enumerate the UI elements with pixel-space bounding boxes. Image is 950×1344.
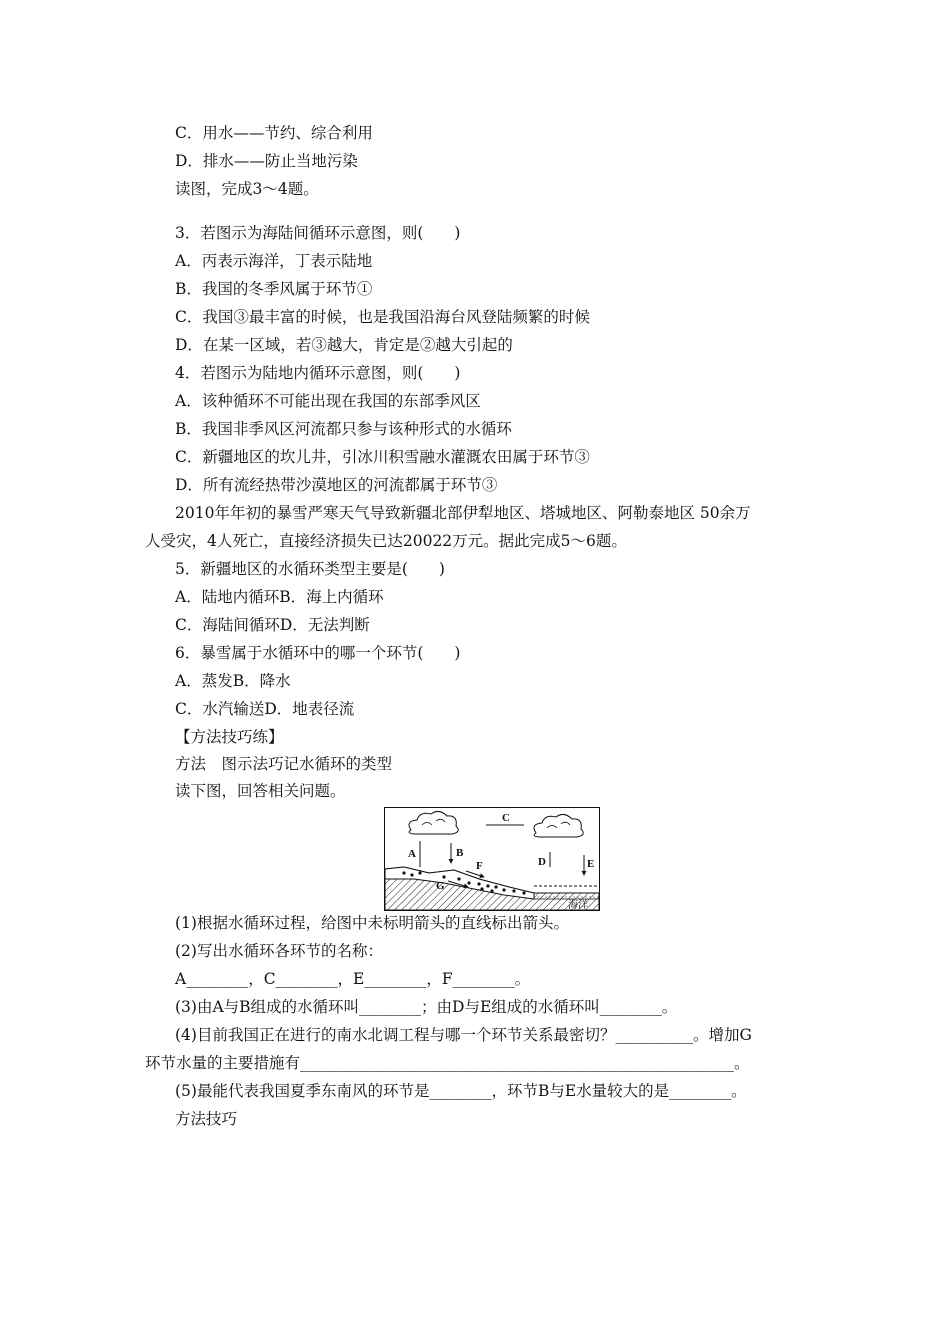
- figure-question-1: (1)根据水循环过程，给图中未标明箭头的直线标出箭头。: [175, 914, 569, 932]
- method-title: 方法 图示法巧记水循环的类型: [175, 755, 393, 773]
- water-cycle-figure: [384, 807, 600, 911]
- sea-area: [534, 893, 599, 899]
- figure-question-4-cont: 环节水量的主要措施有________________________________________________________。: [145, 1054, 750, 1072]
- passage-line-2: 人受灾，4人死亡，直接经济损失已达20022万元。据此完成5～6题。: [145, 532, 627, 550]
- q3-option-c: C．我国③最丰富的时候，也是我国沿海台风登陆频繁的时候: [175, 308, 590, 326]
- question-5: 5．新疆地区的水循环类型主要是( ): [175, 560, 445, 578]
- label-d: D: [538, 856, 546, 868]
- q6-options-ab: A．蒸发B．降水: [175, 672, 291, 690]
- figure-question-3: (3)由A与B组成的水循环叫________；由D与E组成的水循环叫________。: [175, 998, 678, 1016]
- figure-question-5: (5)最能代表我国夏季东南风的环节是________，环节B与E水量较大的是________。: [175, 1082, 747, 1100]
- label-f: F: [476, 860, 483, 872]
- q4-option-d: D．所有流经热带沙漠地区的河流都属于环节③: [175, 476, 498, 494]
- label-g: G: [436, 880, 445, 892]
- figure-question-2-blanks: A________，C________，E________，F________。: [175, 970, 531, 988]
- q3-option-a: A．丙表示海洋，丁表示陆地: [175, 252, 373, 270]
- option-c-water-use: C．用水——节约、综合利用: [175, 124, 373, 142]
- label-a: A: [408, 848, 416, 860]
- question-4: 4．若图示为陆地内循环示意图，则( ): [175, 364, 461, 382]
- figure-question-2: (2)写出水循环各环节的名称：: [175, 942, 383, 960]
- q5-options-ab: A．陆地内循环B．海上内循环: [175, 588, 384, 606]
- section-heading: 【方法技巧练】: [175, 728, 284, 746]
- passage-line-1: 2010年年初的暴雪严寒天气导致新疆北部伊犁地区、塔城地区、阿勒泰地区 50余万: [175, 504, 751, 522]
- question-6: 6．暴雪属于水循环中的哪一个环节( ): [175, 644, 461, 662]
- label-c: C: [502, 812, 510, 824]
- q4-option-c: C．新疆地区的坎儿井，引冰川积雪融水灌溉农田属于环节③: [175, 448, 590, 466]
- figure-instruction: 读下图，回答相关问题。: [175, 782, 346, 800]
- label-sea: 海洋: [568, 900, 588, 911]
- q4-option-b: B．我国非季风区河流都只参与该种形式的水循环: [175, 420, 512, 438]
- water-cycle-diagram: [384, 807, 600, 911]
- method-tips: 方法技巧: [175, 1110, 238, 1128]
- question-3: 3．若图示为海陆间循环示意图，则( ): [175, 224, 461, 242]
- q3-option-d: D．在某一区域，若③越大，肯定是②越大引起的: [175, 336, 513, 354]
- figure-question-4: (4)目前我国正在进行的南水北调工程与哪一个环节关系最密切？__________。增加G: [175, 1026, 752, 1044]
- label-b: B: [456, 847, 464, 859]
- q5-options-cd: C．海陆间循环D．无法判断: [175, 616, 370, 634]
- q4-option-a: A．该种循环不可能出现在我国的东部季风区: [175, 392, 481, 410]
- instruction-3-4: 读图，完成3～4题。: [175, 180, 319, 198]
- q3-option-b: B．我国的冬季风属于环节①: [175, 280, 373, 298]
- q6-options-cd: C．水汽输送D．地表径流: [175, 700, 355, 718]
- label-e: E: [587, 858, 595, 870]
- option-d-drainage: D．排水——防止当地污染: [175, 152, 358, 170]
